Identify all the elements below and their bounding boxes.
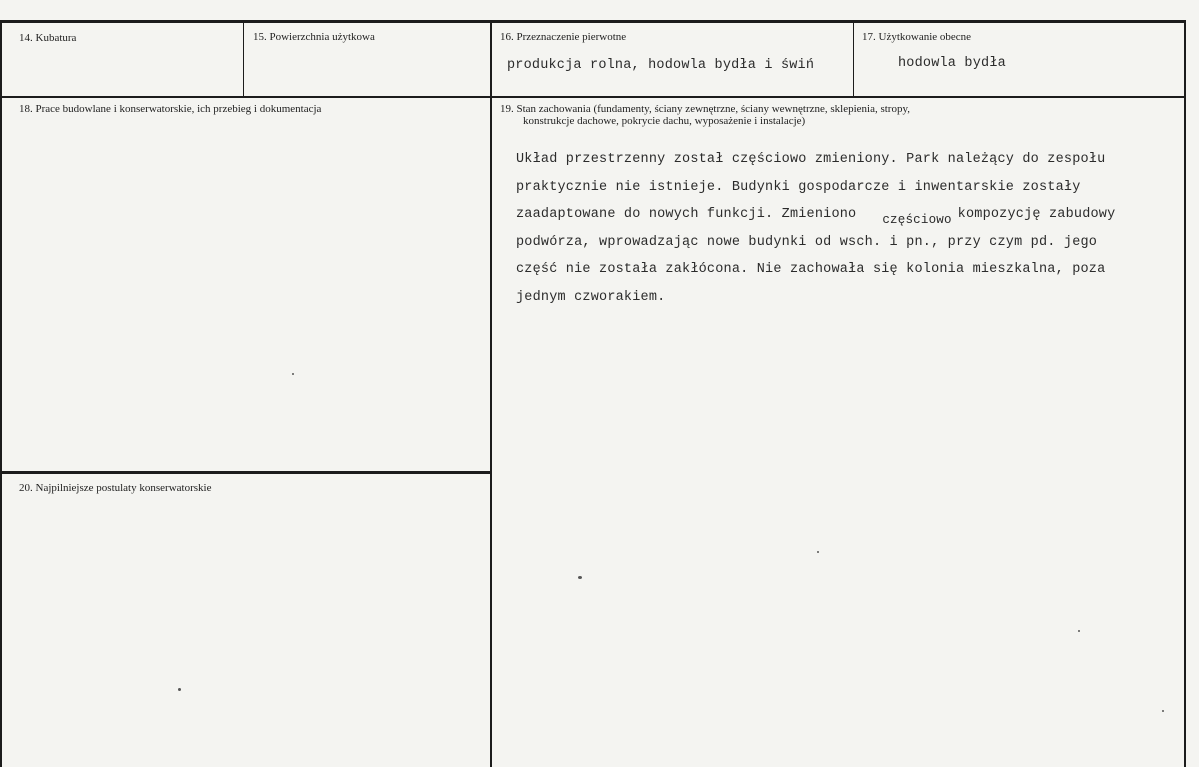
col-divider-14-15 [243,20,244,97]
field-19-line-5: część nie została zakłócona. Nie zachowała się kolonia mieszkalna, poza [516,262,1106,277]
field-19-line-6: jednym czworakiem. [516,289,666,305]
field-19-line-1: Układ przestrzenny został częściowo zmieniony. Park należący do zespołu [516,152,1106,167]
field-15-label: 15. Powierzchnia użytkowa [253,31,375,43]
field-17-label: 17. Użytkowanie obecne [862,31,972,43]
field-14-label: 14. Kubatura [19,32,77,44]
right-border [1184,20,1186,767]
scan-speck [578,576,582,579]
scan-speck [178,688,181,691]
field-20-label: 20. Najpilniejsze postulaty konserwatorskie [19,482,212,494]
top-border [0,20,1186,23]
scan-speck [292,373,294,375]
field-19-text [516,146,1166,311]
field-17-value: hodowla bydła [898,56,1006,71]
field-18-label: 18. Prace budowlane i konserwatorskie, ich przebieg i dokumentacja [19,103,322,115]
field-19-insert: częściowo [882,213,952,227]
scan-speck [817,551,819,553]
col-divider-main [490,20,492,767]
field-19-line-3 [516,201,1166,229]
field-19-line-3-start: zaadaptowane do nowych funkcji. Zmieniono [516,207,857,222]
col-divider-16-17 [853,20,854,97]
field-16-label: 16. Przeznaczenie pierwotne [500,31,627,43]
scan-speck [1162,710,1164,712]
scan-speck [1078,630,1080,632]
row-divider-2 [0,471,491,474]
field-19-label-line2: konstrukcje dachowe, pokrycie dachu, wyposażenie i instalacje) [523,115,806,127]
field-19-line-2: praktycznie nie istnieje. Budynki gospodarcze i inwentarskie zostały [516,179,1081,195]
left-border [0,20,2,767]
field-16-value: produkcja rolna, hodowla bydła i świń [507,58,815,73]
field-19-line-4: podwórza, wprowadzając nowe budynki od wsch. i pn., przy czym pd. jego [516,234,1098,250]
field-19-line-3-end: kompozycję zabudowy [957,207,1116,222]
field-19-label-line1: 19. Stan zachowania (fundamenty, ściany zewnętrzne, ściany wewnętrzne, sklepienia, stropy, [500,103,911,115]
row-divider-1 [0,96,1186,98]
